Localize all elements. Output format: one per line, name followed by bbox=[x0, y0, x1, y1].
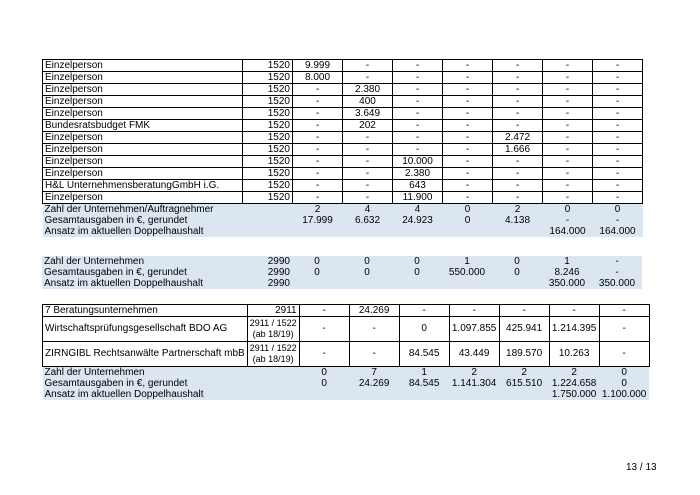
summary-code: 2990 bbox=[242, 256, 292, 267]
cell-c4: - bbox=[443, 180, 493, 192]
cell-c5: - bbox=[493, 156, 543, 168]
row-name: Einzelperson bbox=[43, 168, 243, 180]
cell-c5: - bbox=[493, 96, 543, 108]
summary-row bbox=[42, 267, 642, 278]
cell-c5: 1.666 bbox=[493, 144, 543, 156]
summary-label: Zahl der Unternehmen/Auftragnehmer bbox=[43, 204, 243, 216]
summary-cell-c1 bbox=[299, 389, 349, 400]
cell-c2: - bbox=[343, 156, 393, 168]
row-name: 7 Beratungsunternehmen bbox=[43, 305, 248, 317]
summary-cell-c1: 0 bbox=[292, 267, 342, 278]
cell-c7: - bbox=[593, 132, 643, 144]
row-code: 1520 bbox=[243, 144, 293, 156]
cell-c4: - bbox=[443, 96, 493, 108]
cell-c5: - bbox=[493, 84, 543, 96]
table-row bbox=[43, 156, 643, 168]
cell-c3: 84.545 bbox=[399, 342, 449, 367]
summary-cell-c2: 0 bbox=[342, 267, 392, 278]
cell-c6: - bbox=[543, 168, 593, 180]
summary-cell-c2: 4 bbox=[343, 204, 393, 216]
cell-c2: - bbox=[343, 180, 393, 192]
cell-c5: - bbox=[493, 168, 543, 180]
cell-c6: - bbox=[543, 120, 593, 132]
row-code-line2: (ab 18/19) bbox=[252, 329, 294, 339]
summary-cell-c6: 164.000 bbox=[543, 226, 593, 237]
summary-cell-c4: 2 bbox=[449, 367, 499, 379]
summary-label: Gesamtausgaben in €, gerundet bbox=[43, 215, 243, 226]
summary-cell-c2 bbox=[343, 226, 393, 237]
summary-cell-c5: 4.138 bbox=[493, 215, 543, 226]
cell-c3: - bbox=[393, 108, 443, 120]
cell-c7: - bbox=[593, 96, 643, 108]
cell-c3: - bbox=[399, 305, 449, 317]
cell-c6: - bbox=[543, 144, 593, 156]
table-block-2 bbox=[42, 256, 642, 289]
cell-c6: - bbox=[543, 84, 593, 96]
row-code bbox=[247, 317, 299, 342]
cell-c3: - bbox=[393, 96, 443, 108]
summary-row bbox=[42, 256, 642, 267]
summary-cell-c6: 0 bbox=[543, 204, 593, 216]
cell-c7: - bbox=[593, 192, 643, 204]
summary-cell-c1: 0 bbox=[299, 378, 349, 389]
row-code-line2: (ab 18/19) bbox=[252, 354, 294, 364]
cell-c1: - bbox=[293, 144, 343, 156]
cell-c7: - bbox=[593, 84, 643, 96]
summary-cell-c6: 2 bbox=[549, 367, 599, 379]
summary-code bbox=[243, 215, 293, 226]
cell-c6: - bbox=[543, 132, 593, 144]
cell-c5: - bbox=[499, 305, 549, 317]
cell-c1: 9.999 bbox=[293, 60, 343, 72]
cell-c3: 10.000 bbox=[393, 156, 443, 168]
page-number: 13 / 13 bbox=[626, 462, 657, 473]
cell-c5: 2.472 bbox=[493, 132, 543, 144]
summary-cell-c5: 2 bbox=[493, 204, 543, 216]
summary-cell-c1 bbox=[292, 278, 342, 289]
summary-cell-c3: 4 bbox=[393, 204, 443, 216]
table-block-1 bbox=[42, 59, 643, 237]
cell-c6: - bbox=[543, 108, 593, 120]
summary-cell-c3: 84.545 bbox=[399, 378, 449, 389]
row-code: 1520 bbox=[243, 96, 293, 108]
cell-c3: 643 bbox=[393, 180, 443, 192]
summary-cell-c1: 0 bbox=[292, 256, 342, 267]
table-row bbox=[43, 305, 650, 317]
row-code: 1520 bbox=[243, 120, 293, 132]
cell-c4: 1.097.855 bbox=[449, 317, 499, 342]
summary-cell-c2: 24.269 bbox=[349, 378, 399, 389]
summary-cell-c7: - bbox=[592, 267, 642, 278]
cell-c1: - bbox=[299, 317, 349, 342]
row-name: Einzelperson bbox=[43, 84, 243, 96]
summary-cell-c1 bbox=[293, 226, 343, 237]
summary-cell-c3: 1 bbox=[399, 367, 449, 379]
cell-c6: - bbox=[543, 156, 593, 168]
cell-c3: - bbox=[393, 120, 443, 132]
cell-c7: - bbox=[593, 144, 643, 156]
table-row bbox=[43, 60, 643, 72]
table-row bbox=[43, 342, 650, 367]
row-code: 2911 bbox=[247, 305, 299, 317]
summary-code bbox=[247, 389, 299, 400]
summary-cell-c7: 0 bbox=[599, 378, 649, 389]
row-name: Bundesratsbudget FMK bbox=[43, 120, 243, 132]
summary-cell-c6: 8.246 bbox=[542, 267, 592, 278]
summary-cell-c5: 2 bbox=[499, 367, 549, 379]
summary-cell-c1: 0 bbox=[299, 367, 349, 379]
cell-c3: 0 bbox=[399, 317, 449, 342]
cell-c2: - bbox=[349, 317, 399, 342]
cell-c2: 2.380 bbox=[343, 84, 393, 96]
summary-cell-c2 bbox=[349, 389, 399, 400]
cell-c2: 202 bbox=[343, 120, 393, 132]
table-row bbox=[43, 192, 643, 204]
cell-c4: - bbox=[443, 84, 493, 96]
summary-cell-c7: 1.100.000 bbox=[599, 389, 649, 400]
summary-code bbox=[243, 204, 293, 216]
cell-c3: - bbox=[393, 132, 443, 144]
summary-cell-c6: - bbox=[543, 215, 593, 226]
cell-c7: - bbox=[593, 108, 643, 120]
cell-c4: - bbox=[443, 72, 493, 84]
summary-label: Ansatz im aktuellen Doppelhaushalt bbox=[43, 389, 248, 400]
summary-cell-c1: 17.999 bbox=[293, 215, 343, 226]
summary-row bbox=[43, 389, 650, 400]
summary-cell-c4: 550.000 bbox=[442, 267, 492, 278]
cell-c1: - bbox=[293, 168, 343, 180]
cell-c5: 425.941 bbox=[499, 317, 549, 342]
cell-c7: - bbox=[593, 120, 643, 132]
cell-c3: - bbox=[393, 60, 443, 72]
cell-c4: - bbox=[443, 132, 493, 144]
row-code: 1520 bbox=[243, 84, 293, 96]
cell-c2: - bbox=[343, 60, 393, 72]
table-row bbox=[43, 120, 643, 132]
table-row bbox=[43, 317, 650, 342]
cell-c5: - bbox=[493, 108, 543, 120]
summary-label: Zahl der Unternehmen bbox=[43, 367, 248, 379]
summary-label: Zahl der Unternehmen bbox=[42, 256, 242, 267]
cell-c1: - bbox=[293, 192, 343, 204]
cell-c7: - bbox=[593, 180, 643, 192]
cell-c6: - bbox=[549, 305, 599, 317]
summary-row bbox=[43, 378, 650, 389]
cell-c2: - bbox=[343, 72, 393, 84]
row-name: Einzelperson bbox=[43, 192, 243, 204]
cell-c2: - bbox=[343, 144, 393, 156]
summary-row bbox=[42, 278, 642, 289]
cell-c6: - bbox=[543, 180, 593, 192]
summary-cell-c3: 24.923 bbox=[393, 215, 443, 226]
cell-c2: - bbox=[343, 168, 393, 180]
row-name: Einzelperson bbox=[43, 96, 243, 108]
cell-c2: 400 bbox=[343, 96, 393, 108]
cell-c4: - bbox=[443, 192, 493, 204]
cell-c3: 2.380 bbox=[393, 168, 443, 180]
row-code-line1: 2911 / 1522 bbox=[249, 343, 297, 353]
cell-c4: - bbox=[449, 305, 499, 317]
summary-row bbox=[43, 367, 650, 379]
summary-cell-c6: 1.224.658 bbox=[549, 378, 599, 389]
cell-c1: - bbox=[299, 342, 349, 367]
cell-c7: - bbox=[593, 168, 643, 180]
cell-c4: 43.449 bbox=[449, 342, 499, 367]
cell-c6: - bbox=[543, 72, 593, 84]
cell-c3: - bbox=[393, 72, 443, 84]
summary-label: Gesamtausgaben in €, gerundet bbox=[42, 267, 242, 278]
cell-c6: - bbox=[543, 60, 593, 72]
summary-cell-c5 bbox=[492, 278, 542, 289]
row-code: 1520 bbox=[243, 60, 293, 72]
cell-c1: - bbox=[293, 156, 343, 168]
row-code: 1520 bbox=[243, 132, 293, 144]
cell-c3: - bbox=[393, 84, 443, 96]
summary-label: Ansatz im aktuellen Doppelhaushalt bbox=[42, 278, 242, 289]
row-name: Einzelperson bbox=[43, 132, 243, 144]
table-row bbox=[43, 132, 643, 144]
cell-c2: - bbox=[349, 342, 399, 367]
summary-code: 2990 bbox=[242, 267, 292, 278]
summary-cell-c7: 350.000 bbox=[592, 278, 642, 289]
row-name: Wirtschaftsprüfungsgesellschaft BDO AG bbox=[43, 317, 248, 342]
cell-c5: - bbox=[493, 72, 543, 84]
row-name: ZIRNGIBL Rechtsanwälte Partnerschaft mbB bbox=[43, 342, 248, 367]
summary-cell-c5 bbox=[493, 226, 543, 237]
summary-cell-c5: 0 bbox=[492, 267, 542, 278]
row-code: 1520 bbox=[243, 192, 293, 204]
row-code: 1520 bbox=[243, 156, 293, 168]
cell-c1: - bbox=[293, 132, 343, 144]
summary-cell-c4: 1 bbox=[442, 256, 492, 267]
summary-cell-c5: 615.510 bbox=[499, 378, 549, 389]
cell-c3: - bbox=[393, 144, 443, 156]
summary-cell-c2: 7 bbox=[349, 367, 399, 379]
summary-code: 2990 bbox=[242, 278, 292, 289]
cell-c7: - bbox=[593, 72, 643, 84]
cell-c6: - bbox=[543, 192, 593, 204]
summary-row bbox=[43, 215, 643, 226]
cell-c1: - bbox=[293, 180, 343, 192]
summary-row bbox=[43, 204, 643, 216]
summary-cell-c4: 1.141.304 bbox=[449, 378, 499, 389]
summary-cell-c4 bbox=[449, 389, 499, 400]
summary-cell-c5: 0 bbox=[492, 256, 542, 267]
row-name: Einzelperson bbox=[43, 156, 243, 168]
row-code: 1520 bbox=[243, 108, 293, 120]
summary-cell-c7: 0 bbox=[599, 367, 649, 379]
row-code: 1520 bbox=[243, 180, 293, 192]
summary-label: Ansatz im aktuellen Doppelhaushalt bbox=[43, 226, 243, 237]
row-name: Einzelperson bbox=[43, 72, 243, 84]
row-code-line1: 2911 / 1522 bbox=[249, 318, 297, 328]
table-row bbox=[43, 72, 643, 84]
summary-code bbox=[247, 367, 299, 379]
cell-c4: - bbox=[443, 144, 493, 156]
table-row bbox=[43, 144, 643, 156]
summary-cell-c2: 6.632 bbox=[343, 215, 393, 226]
summary-cell-c5 bbox=[499, 389, 549, 400]
summary-row bbox=[43, 226, 643, 237]
summary-cell-c4 bbox=[442, 278, 492, 289]
summary-cell-c4: 0 bbox=[443, 204, 493, 216]
cell-c5: - bbox=[493, 180, 543, 192]
cell-c5: - bbox=[493, 192, 543, 204]
cell-c7: - bbox=[599, 342, 649, 367]
summary-cell-c6: 350.000 bbox=[542, 278, 592, 289]
cell-c4: - bbox=[443, 168, 493, 180]
cell-c7: - bbox=[599, 317, 649, 342]
cell-c2: - bbox=[343, 132, 393, 144]
summary-cell-c6: 1.750.000 bbox=[549, 389, 599, 400]
row-name: H&L UnternehmensberatungGmbH i.G. bbox=[43, 180, 243, 192]
summary-cell-c3 bbox=[399, 389, 449, 400]
cell-c5: 189.570 bbox=[499, 342, 549, 367]
cell-c6: 1.214.395 bbox=[549, 317, 599, 342]
cell-c1: - bbox=[293, 120, 343, 132]
row-code: 1520 bbox=[243, 72, 293, 84]
summary-cell-c3 bbox=[393, 226, 443, 237]
table-block-3 bbox=[42, 304, 650, 400]
cell-c2: - bbox=[343, 192, 393, 204]
cell-c6: - bbox=[543, 96, 593, 108]
cell-c3: 11.900 bbox=[393, 192, 443, 204]
cell-c1: - bbox=[299, 305, 349, 317]
summary-cell-c6: 1 bbox=[542, 256, 592, 267]
summary-cell-c4 bbox=[443, 226, 493, 237]
summary-cell-c7: 164.000 bbox=[593, 226, 643, 237]
cell-c7: - bbox=[599, 305, 649, 317]
table-row bbox=[43, 168, 643, 180]
row-code: 1520 bbox=[243, 168, 293, 180]
row-name: Einzelperson bbox=[43, 108, 243, 120]
row-name: Einzelperson bbox=[43, 60, 243, 72]
cell-c5: - bbox=[493, 60, 543, 72]
cell-c1: 8.000 bbox=[293, 72, 343, 84]
cell-c4: - bbox=[443, 108, 493, 120]
cell-c4: - bbox=[443, 60, 493, 72]
cell-c2: 24.269 bbox=[349, 305, 399, 317]
summary-cell-c7: 0 bbox=[593, 204, 643, 216]
table-row bbox=[43, 96, 643, 108]
summary-cell-c3: 0 bbox=[392, 256, 442, 267]
cell-c2: 3.649 bbox=[343, 108, 393, 120]
cell-c1: - bbox=[293, 84, 343, 96]
cell-c1: - bbox=[293, 108, 343, 120]
cell-c5: - bbox=[493, 120, 543, 132]
summary-cell-c4: 0 bbox=[443, 215, 493, 226]
row-name: Einzelperson bbox=[43, 144, 243, 156]
cell-c7: - bbox=[593, 156, 643, 168]
table-row bbox=[43, 108, 643, 120]
summary-cell-c2: 0 bbox=[342, 256, 392, 267]
summary-code bbox=[247, 378, 299, 389]
table-row bbox=[43, 84, 643, 96]
cell-c4: - bbox=[443, 156, 493, 168]
row-code bbox=[247, 342, 299, 367]
cell-c1: - bbox=[293, 96, 343, 108]
summary-cell-c3 bbox=[392, 278, 442, 289]
summary-cell-c3: 0 bbox=[392, 267, 442, 278]
summary-cell-c1: 2 bbox=[293, 204, 343, 216]
cell-c6: 10.263 bbox=[549, 342, 599, 367]
table-row bbox=[43, 180, 643, 192]
summary-code bbox=[243, 226, 293, 237]
cell-c7: - bbox=[593, 60, 643, 72]
summary-label: Gesamtausgaben in €, gerundet bbox=[43, 378, 248, 389]
summary-cell-c7: - bbox=[592, 256, 642, 267]
cell-c4: - bbox=[443, 120, 493, 132]
summary-cell-c7: - bbox=[593, 215, 643, 226]
summary-cell-c2 bbox=[342, 278, 392, 289]
